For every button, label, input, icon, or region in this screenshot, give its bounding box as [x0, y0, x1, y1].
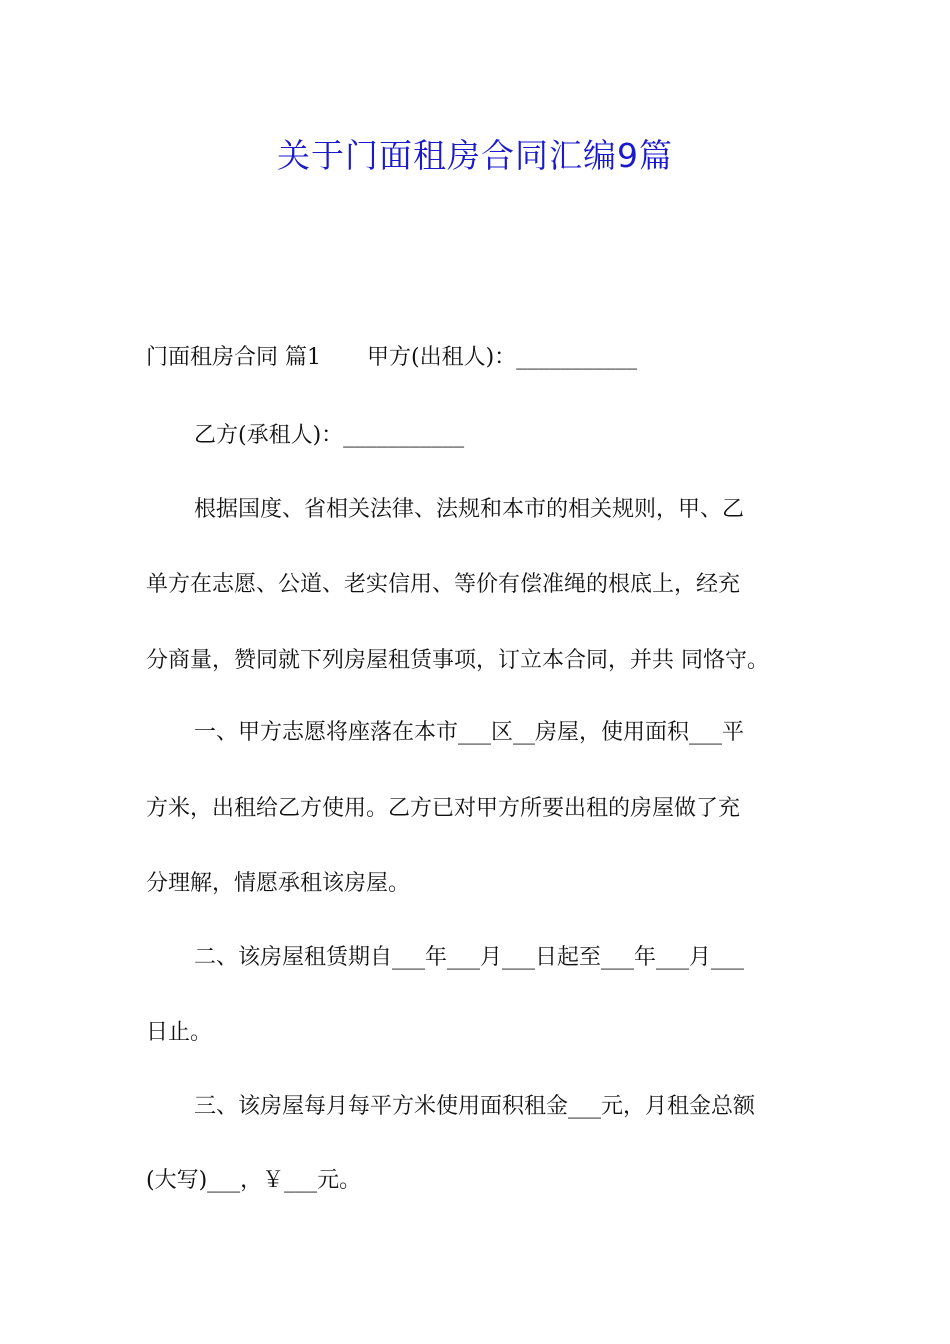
- party-b-line: 乙方(承租人)：___________: [194, 423, 465, 448]
- paragraph-line: 方米，出租给乙方使用。乙方已对甲方所要出租的房屋做了充: [146, 796, 741, 821]
- paragraph-line: 分理解，情愿承租该房屋。: [146, 871, 411, 896]
- clause-two-line: 二、该房屋租赁期自___年___月___日起至___年___月___: [194, 945, 745, 970]
- section-heading: 门面租房合同 篇1: [146, 345, 321, 370]
- party-a-line: 甲方(出租人)：___________: [367, 345, 638, 370]
- document-title: 关于门面租房合同汇编9篇: [277, 136, 673, 175]
- paragraph-line: 单方在志愿、公道、老实信用、等价有偿准绳的根底上，经充: [146, 572, 741, 597]
- paragraph-line: 根据国度、省相关法律、法规和本市的相关规则，甲、乙: [194, 497, 745, 522]
- clause-three-line: 三、该房屋每月每平方米使用面积租金___元，月租金总额: [194, 1094, 756, 1119]
- contract-first-line: [146, 344, 637, 372]
- paragraph-line: 分商量，赞同就下列房屋租赁事项，订立本合同，并共 同恪守。: [146, 648, 769, 673]
- paragraph-line: 日止。: [146, 1020, 213, 1045]
- clause-one-line: 一、甲方志愿将座落在本市___区__房屋，使用面积___平: [194, 720, 745, 745]
- paragraph-line: (大写)___，￥___元。: [146, 1168, 362, 1193]
